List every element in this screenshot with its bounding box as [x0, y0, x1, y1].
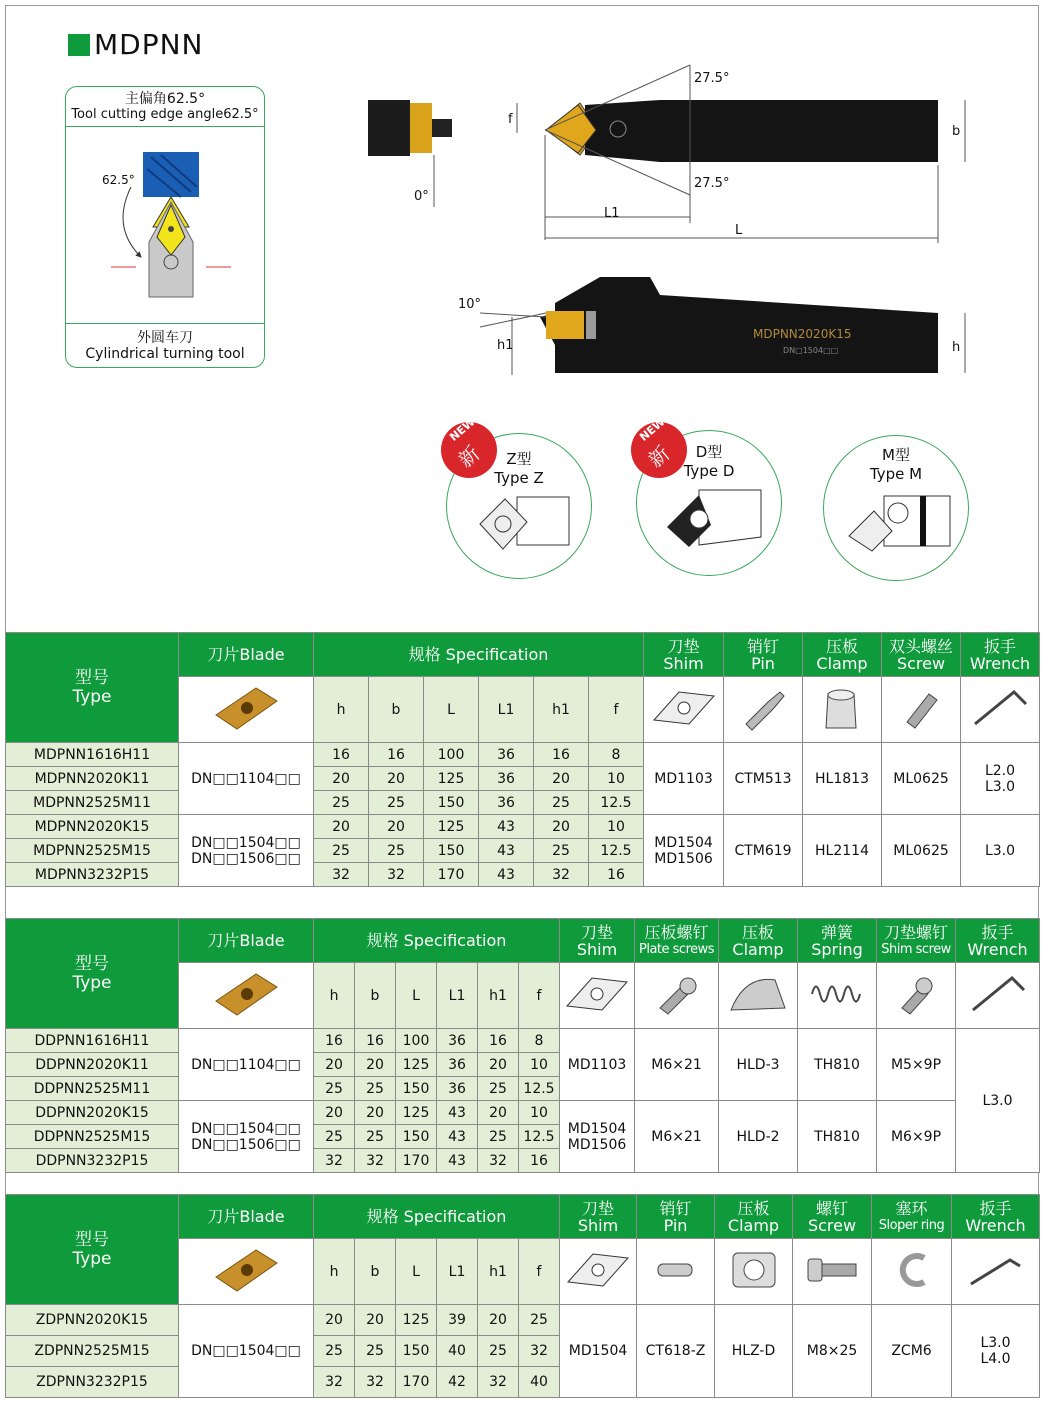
spec-header: 规格 Specification — [314, 919, 560, 963]
spec-cell: 32 — [519, 1336, 560, 1367]
model-cell: MDPNN2020K11 — [6, 767, 179, 791]
clamp-icon — [715, 1239, 793, 1305]
clamp-cell: HLZ-D — [715, 1305, 793, 1398]
angle-box — [65, 86, 265, 368]
spec-cell: 150 — [424, 839, 479, 863]
spec-cell: 8 — [519, 1029, 560, 1053]
spec-cell: 36 — [437, 1053, 478, 1077]
spec-cell: 32 — [314, 1149, 355, 1173]
acc-pin-header: 销钉 Pin — [724, 633, 803, 677]
new-badge-z-cn: 新 — [453, 441, 485, 473]
footer-en: Cylindrical turning tool — [85, 346, 245, 362]
spec-col-f: f — [519, 1239, 560, 1305]
spec-cell: 20 — [355, 1305, 396, 1336]
model-cell: MDPNN2525M15 — [6, 839, 179, 863]
spec-cell: 12.5 — [519, 1125, 560, 1149]
shim-icon — [644, 677, 724, 743]
acc-clamp-header: 压板 Clamp — [803, 633, 882, 677]
spec-cell: 32 — [369, 863, 424, 887]
spec-col-L1: L1 — [437, 1239, 478, 1305]
type-m-circle — [823, 435, 969, 581]
acc-pin-header: 销钉 Pin — [637, 1195, 715, 1239]
spec-cell: 25 — [314, 839, 369, 863]
shim-cell: MD1504 — [560, 1305, 637, 1398]
dim-L1: L1 — [604, 206, 620, 221]
spec-cell: 25 — [355, 1125, 396, 1149]
spec-cell: 25 — [314, 1125, 355, 1149]
dim-h: h — [952, 340, 961, 355]
acc-clamp-header: 压板 Clamp — [719, 919, 798, 963]
spec-cell: 25 — [314, 1077, 355, 1101]
acc-screw-header: 双头螺丝 Screw — [882, 633, 961, 677]
holder-marking: MDPNN2020K15 — [753, 327, 852, 341]
acc-wrench-header: 扳手 Wrench — [961, 633, 1040, 677]
spec-col-L1: L1 — [479, 677, 534, 743]
spec-cell: 170 — [396, 1149, 437, 1173]
blade-insert-icon — [179, 1239, 314, 1305]
clamp-icon — [719, 963, 798, 1029]
model-cell: MDPNN2020K15 — [6, 815, 179, 839]
spec-cell: 36 — [437, 1029, 478, 1053]
pin-cell: CT618-Z — [637, 1305, 715, 1398]
plate-cell: M6×21 — [635, 1029, 719, 1101]
type-m-clamp-icon — [844, 491, 954, 557]
shim-icon — [560, 963, 635, 1029]
spec-cell: 150 — [396, 1125, 437, 1149]
spec-cell: 25 — [478, 1336, 519, 1367]
acc-spring-header: 弹簧 Spring — [798, 919, 877, 963]
model-cell: MDPNN1616H11 — [6, 743, 179, 767]
blade-cell: DN□□1104□□ — [179, 743, 314, 815]
title-square-icon — [68, 34, 90, 56]
acc-wrench-header: 扳手 Wrench — [952, 1195, 1040, 1239]
blade-header: 刀片Blade — [179, 919, 314, 963]
spec-cell: 32 — [534, 863, 589, 887]
spec-col-b: b — [369, 677, 424, 743]
footer-cn: 外圆车刀 — [137, 330, 193, 346]
angle-cn: 主偏角62.5° — [124, 91, 206, 107]
spec-cell: 20 — [534, 767, 589, 791]
spec-cell: 25 — [534, 791, 589, 815]
page-title: MDPNN — [68, 28, 204, 61]
spec-cell: 10 — [589, 767, 644, 791]
clamp-cell: HLD-3 — [719, 1029, 798, 1101]
table-zdpnn — [5, 1194, 1040, 1398]
spec-cell: 20 — [478, 1305, 519, 1336]
shimscrew-cell: M5×9P — [877, 1029, 956, 1101]
holder-submarking: DN□1504□□ — [783, 346, 839, 355]
type-header: 型号 Type — [6, 919, 179, 1029]
dim-angle-zero: 0° — [414, 189, 429, 204]
wrench-icon — [952, 1239, 1040, 1305]
spec-cell: 8 — [589, 743, 644, 767]
spec-cell: 16 — [589, 863, 644, 887]
spec-col-h: h — [314, 1239, 355, 1305]
spec-cell: 36 — [479, 767, 534, 791]
blade-insert-icon — [179, 677, 314, 743]
spec-cell: 43 — [437, 1149, 478, 1173]
new-badge-z — [436, 417, 502, 487]
spec-cell: 40 — [519, 1367, 560, 1398]
pin-icon — [724, 677, 803, 743]
pin-cell: CTM513 — [724, 743, 803, 815]
model-cell: DDPNN2525M11 — [6, 1077, 179, 1101]
spec-col-h1: h1 — [478, 1239, 519, 1305]
spec-cell: 25 — [534, 839, 589, 863]
dim-f: f — [508, 112, 513, 127]
spec-cell: 36 — [437, 1077, 478, 1101]
screw-cell: M8×25 — [793, 1305, 872, 1398]
type-m-cn: M型 — [882, 446, 910, 464]
spec-cell: 40 — [437, 1336, 478, 1367]
new-badge-d — [626, 417, 692, 487]
spec-cell: 10 — [519, 1053, 560, 1077]
acc-shim-header: 刀垫 Shim — [644, 633, 724, 677]
dim-h1: h1 — [497, 338, 514, 353]
spec-col-h1: h1 — [478, 963, 519, 1029]
angle-en: Tool cutting edge angle62.5° — [71, 107, 259, 122]
spec-cell: 12.5 — [589, 839, 644, 863]
spec-cell: 125 — [396, 1305, 437, 1336]
shim-cell: MD1504 MD1506 — [560, 1101, 635, 1173]
type-header: 型号 Type — [6, 633, 179, 743]
spec-col-L: L — [396, 963, 437, 1029]
spec-cell: 42 — [437, 1367, 478, 1398]
spec-col-b: b — [355, 963, 396, 1029]
spec-cell: 32 — [355, 1367, 396, 1398]
blade-cell: DN□□1504□□ — [179, 1305, 314, 1398]
spec-cell: 36 — [479, 791, 534, 815]
spec-col-L: L — [424, 677, 479, 743]
type-d-en: Type D — [683, 462, 735, 480]
spec-cell: 32 — [314, 863, 369, 887]
screw-icon — [793, 1239, 872, 1305]
spec-cell: 16 — [314, 743, 369, 767]
table-mdpnn — [5, 632, 1040, 887]
type-z-cn: Z型 — [506, 450, 532, 468]
spec-cell: 20 — [369, 815, 424, 839]
spec-cell: 20 — [355, 1053, 396, 1077]
model-cell: ZDPNN2020K15 — [6, 1305, 179, 1336]
spec-col-h: h — [314, 963, 355, 1029]
spec-cell: 10 — [519, 1101, 560, 1125]
wrench-cell: L3.0 L4.0 — [952, 1305, 1040, 1398]
spec-cell: 25 — [355, 1077, 396, 1101]
spec-cell: 20 — [314, 767, 369, 791]
spec-cell: 16 — [478, 1029, 519, 1053]
wrench-cell: L3.0 — [956, 1029, 1040, 1173]
angle-box-footer — [66, 323, 264, 367]
blade-header: 刀片Blade — [179, 633, 314, 677]
wrench-icon — [961, 677, 1040, 743]
spec-cell: 16 — [519, 1149, 560, 1173]
model-cell: DDPNN2020K15 — [6, 1101, 179, 1125]
spec-cell: 20 — [314, 815, 369, 839]
type-header: 型号 Type — [6, 1195, 179, 1305]
blade-insert-icon — [179, 963, 314, 1029]
spec-cell: 16 — [355, 1029, 396, 1053]
model-cell: DDPNN2525M15 — [6, 1125, 179, 1149]
screw-icon — [882, 677, 961, 743]
model-cell: MDPNN2525M11 — [6, 791, 179, 815]
spec-cell: 20 — [314, 1053, 355, 1077]
shim-cell: MD1103 — [644, 743, 724, 815]
blade-cell: DN□□1104□□ — [179, 1029, 314, 1101]
spec-cell: 20 — [314, 1305, 355, 1336]
spec-cell: 25 — [478, 1125, 519, 1149]
shim-cell: MD1504 MD1506 — [644, 815, 724, 887]
spec-cell: 10 — [589, 815, 644, 839]
spring-icon — [798, 963, 877, 1029]
spec-cell: 20 — [355, 1101, 396, 1125]
spec-cell: 43 — [437, 1101, 478, 1125]
spec-col-h: h — [314, 677, 369, 743]
spec-col-L: L — [396, 1239, 437, 1305]
new-badge-d-text: NEW — [637, 415, 668, 444]
spec-cell: 25 — [519, 1305, 560, 1336]
spec-cell: 20 — [314, 1101, 355, 1125]
spring-cell: TH810 — [798, 1029, 877, 1101]
pin-cell: CTM619 — [724, 815, 803, 887]
spec-col-f: f — [519, 963, 560, 1029]
acc-ring-header: 塞环 Sloper ring — [872, 1195, 952, 1239]
screw-cell: ML0625 — [882, 743, 961, 815]
sloper-ring-icon — [872, 1239, 952, 1305]
model-cell: DDPNN3232P15 — [6, 1149, 179, 1173]
blade-cell: DN□□1504□□ DN□□1506□□ — [179, 1101, 314, 1173]
acc-wrench-header: 扳手 Wrench — [956, 919, 1040, 963]
acc-shimscrew-header: 刀垫螺钉 Shim screw — [877, 919, 956, 963]
angle-box-header — [66, 87, 264, 127]
acc-screw-header: 螺钉 Screw — [793, 1195, 872, 1239]
spec-cell: 25 — [478, 1077, 519, 1101]
spec-cell: 32 — [478, 1367, 519, 1398]
new-badge-d-cn: 新 — [643, 441, 675, 473]
spec-cell: 25 — [369, 839, 424, 863]
spec-cell: 20 — [478, 1101, 519, 1125]
type-m-en: Type M — [869, 465, 923, 483]
clamp-cell: HL1813 — [803, 743, 882, 815]
model-cell: ZDPNN3232P15 — [6, 1367, 179, 1398]
blade-cell: DN□□1504□□ DN□□1506□□ — [179, 815, 314, 887]
clamp-cell: HL2114 — [803, 815, 882, 887]
spec-cell: 170 — [396, 1367, 437, 1398]
model-cell: ZDPNN2525M15 — [6, 1336, 179, 1367]
table-ddpnn — [5, 918, 1040, 1173]
turning-diagram-icon — [91, 147, 241, 307]
spec-col-b: b — [355, 1239, 396, 1305]
wrench-cell: L2.0 L3.0 — [961, 743, 1040, 815]
shimscrew-cell: M6×9P — [877, 1101, 956, 1173]
wrench-cell: L3.0 — [961, 815, 1040, 887]
spec-cell: 32 — [478, 1149, 519, 1173]
shim-screw-icon — [877, 963, 956, 1029]
spec-cell: 20 — [534, 815, 589, 839]
spec-cell: 125 — [424, 767, 479, 791]
spec-cell: 25 — [369, 791, 424, 815]
screw-cell: ML0625 — [882, 815, 961, 887]
acc-clamp-header: 压板 Clamp — [715, 1195, 793, 1239]
dim-angle-bottom: 27.5° — [694, 176, 730, 191]
type-z-clamp-icon — [475, 494, 575, 554]
spec-cell: 125 — [396, 1053, 437, 1077]
spec-cell: 39 — [437, 1305, 478, 1336]
spec-cell: 25 — [355, 1336, 396, 1367]
spec-cell: 43 — [479, 815, 534, 839]
spec-col-f: f — [589, 677, 644, 743]
spec-cell: 36 — [479, 743, 534, 767]
spec-cell: 150 — [396, 1077, 437, 1101]
spec-cell: 170 — [424, 863, 479, 887]
type-d-cn: D型 — [695, 443, 723, 461]
type-d-clamp-icon — [659, 487, 769, 553]
spec-cell: 25 — [314, 791, 369, 815]
model-cell: MDPNN3232P15 — [6, 863, 179, 887]
spec-col-h1: h1 — [534, 677, 589, 743]
dim-L: L — [735, 223, 743, 238]
spec-cell: 100 — [424, 743, 479, 767]
pin-icon — [637, 1239, 715, 1305]
dim-b: b — [952, 124, 961, 139]
clamp-cell: HLD-2 — [719, 1101, 798, 1173]
spec-cell: 43 — [479, 839, 534, 863]
new-badge-z-text: NEW — [447, 415, 478, 444]
spec-cell: 43 — [437, 1125, 478, 1149]
acc-shim-header: 刀垫 Shim — [560, 1195, 637, 1239]
blade-header: 刀片Blade — [179, 1195, 314, 1239]
shim-icon — [560, 1239, 637, 1305]
holder-drawing-icon — [360, 55, 980, 395]
spec-cell: 150 — [424, 791, 479, 815]
spec-cell: 12.5 — [519, 1077, 560, 1101]
angle-label: 62.5° — [102, 173, 135, 187]
dim-angle-top: 27.5° — [694, 71, 730, 86]
spec-header: 规格 Specification — [314, 1195, 560, 1239]
spec-cell: 32 — [355, 1149, 396, 1173]
model-cell: DDPNN2020K11 — [6, 1053, 179, 1077]
clamp-icon — [803, 677, 882, 743]
spec-cell: 100 — [396, 1029, 437, 1053]
spec-cell: 20 — [478, 1053, 519, 1077]
ring-cell: ZCM6 — [872, 1305, 952, 1398]
acc-shim-header: 刀垫 Shim — [560, 919, 635, 963]
spec-cell: 16 — [314, 1029, 355, 1053]
spec-header: 规格 Specification — [314, 633, 644, 677]
spec-cell: 16 — [534, 743, 589, 767]
spec-cell: 125 — [396, 1101, 437, 1125]
shim-cell: MD1103 — [560, 1029, 635, 1101]
model-cell: DDPNN1616H11 — [6, 1029, 179, 1053]
spec-cell: 20 — [369, 767, 424, 791]
spec-cell: 150 — [396, 1336, 437, 1367]
spec-cell: 43 — [479, 863, 534, 887]
spec-cell: 125 — [424, 815, 479, 839]
spec-col-L1: L1 — [437, 963, 478, 1029]
spec-cell: 32 — [314, 1367, 355, 1398]
spring-cell: TH810 — [798, 1101, 877, 1173]
acc-plate-header: 压板螺钉 Plate screws — [635, 919, 719, 963]
dim-angle-ten: 10° — [458, 297, 482, 312]
spec-cell: 16 — [369, 743, 424, 767]
spec-cell: 25 — [314, 1336, 355, 1367]
type-z-en: Type Z — [494, 469, 544, 487]
plate-screw-icon — [635, 963, 719, 1029]
spec-cell: 12.5 — [589, 791, 644, 815]
plate-cell: M6×21 — [635, 1101, 719, 1173]
wrench-icon — [956, 963, 1040, 1029]
